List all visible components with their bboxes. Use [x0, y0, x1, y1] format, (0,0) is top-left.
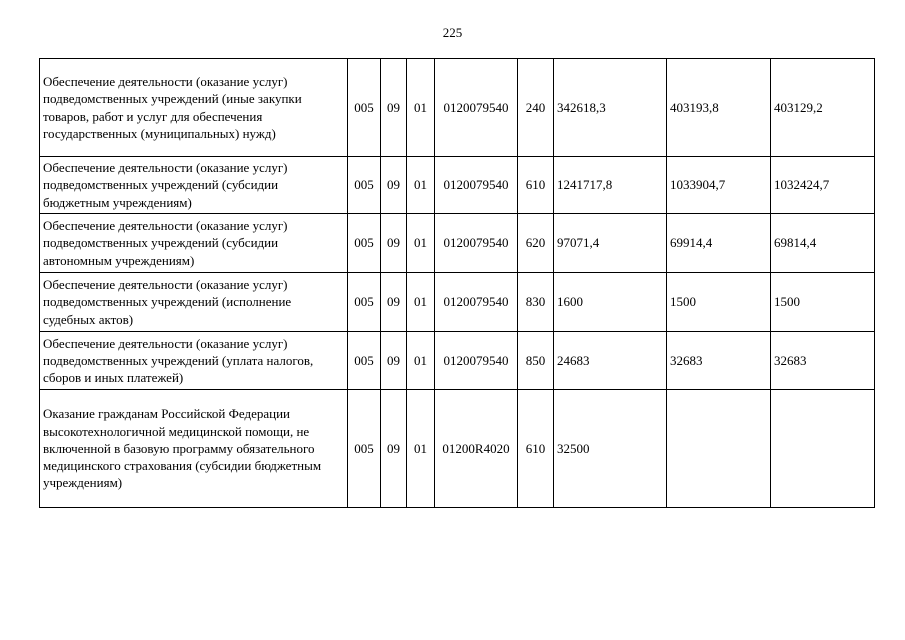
ministry-code: 005: [348, 214, 381, 273]
subsection-code: 01: [407, 59, 435, 157]
expense-type-code: 610: [518, 157, 554, 214]
amount-year-3: 1032424,7: [771, 157, 875, 214]
section-code: 09: [381, 157, 407, 214]
subsection-code: 01: [407, 332, 435, 390]
section-code: 09: [381, 390, 407, 508]
expense-type-code: 830: [518, 273, 554, 332]
expense-type-code: 610: [518, 390, 554, 508]
amount-year-1: 1600: [554, 273, 667, 332]
table-row: [40, 390, 875, 508]
subsection-code: 01: [407, 390, 435, 508]
ministry-code: 005: [348, 157, 381, 214]
amount-year-2: 403193,8: [667, 59, 771, 157]
row-description: Обеспечение деятельности (оказание услуг) подведомственных учреждений (субсидии бюджетным учреждениям): [40, 157, 348, 214]
table-row: [40, 157, 875, 214]
expense-type-code: 850: [518, 332, 554, 390]
amount-year-1: 1241717,8: [554, 157, 667, 214]
amount-year-3: 403129,2: [771, 59, 875, 157]
amount-year-3: 69814,4: [771, 214, 875, 273]
target-article-code: 0120079540: [435, 214, 518, 273]
expense-type-code: 620: [518, 214, 554, 273]
ministry-code: 005: [348, 332, 381, 390]
amount-year-1: 97071,4: [554, 214, 667, 273]
page-number: 225: [442, 25, 463, 40]
section-code: 09: [381, 273, 407, 332]
row-description: Оказание гражданам Российской Федерации высокотехнологичной медицинской помощи, не включенной в базовую программу обязательного медицинского страхования (субсидии бюджетным учреждениям): [40, 390, 348, 508]
target-article-code: 0120079540: [435, 273, 518, 332]
amount-year-2: 69914,4: [667, 214, 771, 273]
amount-year-3: [771, 390, 875, 508]
amount-year-2: 1033904,7: [667, 157, 771, 214]
amount-year-1: 342618,3: [554, 59, 667, 157]
section-code: 09: [381, 332, 407, 390]
amount-year-1: 24683: [554, 332, 667, 390]
ministry-code: 005: [348, 59, 381, 157]
table-row: [40, 332, 875, 390]
amount-year-2: [667, 390, 771, 508]
ministry-code: 005: [348, 273, 381, 332]
subsection-code: 01: [407, 273, 435, 332]
subsection-code: 01: [407, 157, 435, 214]
row-description: Обеспечение деятельности (оказание услуг) подведомственных учреждений (уплата налогов, сборов и иных платежей): [40, 332, 348, 390]
expense-type-code: 240: [518, 59, 554, 157]
table-row: [40, 273, 875, 332]
row-description: Обеспечение деятельности (оказание услуг) подведомственных учреждений (исполнение судебных актов): [40, 273, 348, 332]
subsection-code: 01: [407, 214, 435, 273]
amount-year-1: 32500: [554, 390, 667, 508]
row-description: Обеспечение деятельности (оказание услуг) подведомственных учреждений (иные закупки товаров, работ и услуг для обеспечения государственных (муниципальных) нужд): [40, 59, 348, 157]
amount-year-2: 32683: [667, 332, 771, 390]
row-description: Обеспечение деятельности (оказание услуг) подведомственных учреждений (субсидии автономным учреждениям): [40, 214, 348, 273]
section-code: 09: [381, 59, 407, 157]
target-article-code: 0120079540: [435, 332, 518, 390]
ministry-code: 005: [348, 390, 381, 508]
budget-table: [39, 58, 875, 508]
target-article-code: 0120079540: [435, 157, 518, 214]
amount-year-2: 1500: [667, 273, 771, 332]
section-code: 09: [381, 214, 407, 273]
table-row: [40, 59, 875, 157]
amount-year-3: 1500: [771, 273, 875, 332]
target-article-code: 01200R4020: [435, 390, 518, 508]
amount-year-3: 32683: [771, 332, 875, 390]
table-row: [40, 214, 875, 273]
target-article-code: 0120079540: [435, 59, 518, 157]
